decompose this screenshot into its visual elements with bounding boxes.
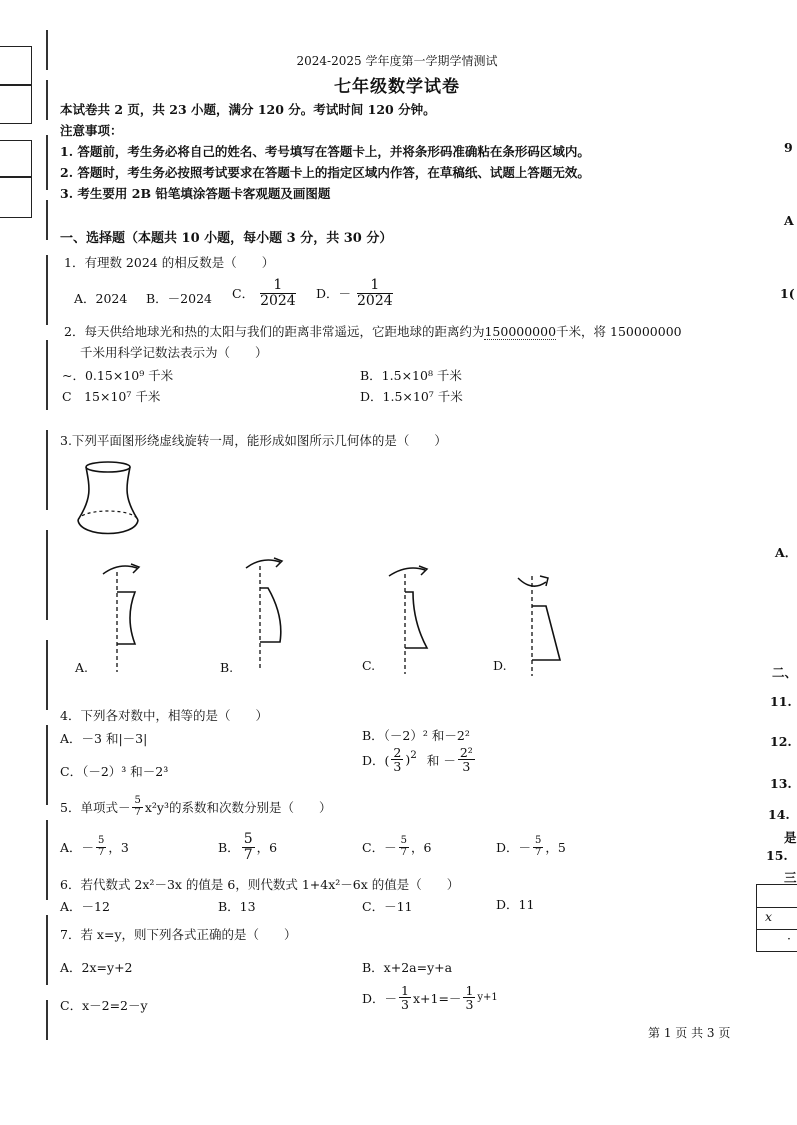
right-edge-mark: 三 — [784, 870, 797, 885]
binding-line — [46, 640, 48, 710]
q7-option-b: B．x+2a=y+a — [362, 960, 453, 975]
question-6-stem: 6．若代数式 2x²－3x 的值是 6，则代数式 1+4x²－6x 的值是（ ） — [60, 877, 460, 892]
exam-intro: 本试卷共 2 页，共 23 小题，满分 120 分。考试时间 120 分钟。 — [60, 102, 436, 117]
right-edge-mark: 9 — [784, 140, 793, 155]
right-edge-mark: 15. — [766, 848, 788, 863]
q3-option-a: A. — [75, 660, 89, 675]
right-edge-mark: 11. — [770, 694, 792, 709]
section-title: 一、选择题（本题共 10 小题，每小题 3 分，共 30 分） — [60, 231, 393, 246]
q7-option-c: C．x－2=2－y — [60, 998, 148, 1013]
q4-option-d: D．( $\frac{2}{3}$ )$^2$ 和 － $\frac{\text{2²}}{3}$ — [362, 745, 473, 775]
q2-option-d: D．1.5×10⁷ 千米 — [360, 389, 463, 404]
q4-option-a: A．－3 和|－3| — [60, 731, 148, 746]
right-edge-mark: 1( — [780, 286, 795, 301]
binding-line — [46, 1000, 48, 1040]
q2-option-a: ~．0.15×10⁹ 千米 — [62, 368, 174, 383]
q3-figure-d — [512, 564, 572, 679]
question-4-stem: 4．下列各对数中，相等的是（ ） — [60, 708, 268, 723]
q5-option-d: D．－ $\frac{5}{7}$ ，5 — [496, 835, 566, 858]
binding-line — [46, 915, 48, 985]
q6-option-c: C．－11 — [362, 899, 413, 914]
question-1-stem: 1．有理数 2024 的相反数是（ ） — [64, 255, 275, 270]
note-item: 3. 考生要用 2B 铅笔填涂答题卡客观题及画图题 — [60, 186, 331, 201]
binding-line — [46, 340, 48, 410]
q4-option-b: B．（－2）² 和－2² — [362, 728, 470, 743]
binding-line — [46, 255, 48, 325]
q3-figure-c — [383, 562, 443, 677]
q1-option-b: B．－2024 — [146, 291, 212, 306]
q3-option-c: C. — [362, 658, 376, 673]
note-item: 2. 答题时，考生务必按照考试要求在答题卡上的指定区域内作答，在草稿纸、试题上答题无效。 — [60, 165, 590, 180]
notes-title: 注意事项： — [60, 123, 123, 138]
question-7-stem: 7．若 x=y，则下列各式正确的是（ ） — [60, 927, 297, 942]
q7-option-d: D．－ $\frac{1}{3}$ x+1=－ $\frac{1}{3}$ y+1 — [362, 983, 498, 1013]
right-edge-mark: 是 — [784, 830, 797, 845]
q6-option-a: A．－12 — [60, 899, 110, 914]
question-2-stem: 2．每天供给地球光和热的太阳与我们的距离非常遥远，它距地球的距离约为150000000千米，将 150000000 — [64, 324, 682, 339]
exam-title: 七年级数学试卷 — [334, 77, 460, 97]
note-item: 1. 答题前，考生务必将自己的姓名、考号填写在答题卡上，并将条形码准确粘在条形码区域内。 — [60, 144, 590, 159]
q2-option-c: C 15×10⁷ 千米 — [62, 389, 161, 404]
q6-option-b: B．13 — [218, 899, 256, 914]
right-edge-mark: A． — [775, 545, 797, 560]
binding-line — [46, 820, 48, 900]
student-info-box — [0, 176, 32, 218]
q3-option-b: B. — [220, 660, 234, 675]
right-edge-mark: 12. — [770, 734, 792, 749]
right-edge-mark: 二、 — [772, 665, 797, 680]
right-edge-mark: A — [784, 213, 794, 228]
q3-option-d: D. — [493, 658, 507, 673]
right-edge-mark: 13. — [770, 776, 792, 791]
binding-line — [46, 725, 48, 805]
q3-figure-b — [240, 556, 300, 676]
solid-figure — [70, 458, 150, 543]
q1-option-c: C． $\frac{1}{2024}$ — [232, 277, 296, 309]
student-info-box — [0, 140, 32, 178]
binding-line — [46, 530, 48, 620]
q7-option-a: A．2x=y+2 — [60, 960, 133, 975]
q2-option-b: B．1.5×10⁸ 千米 — [360, 368, 462, 383]
q4-option-c: C．（－2）³ 和－2³ — [60, 764, 169, 779]
table-cell: · — [787, 931, 791, 946]
q1-option-a: A．2024 — [74, 291, 128, 306]
binding-line — [46, 200, 48, 240]
q5-option-b: B． $\frac{5}{7}$ ，6 — [218, 831, 278, 863]
q5-option-c: C．－ $\frac{5}{7}$ ，6 — [362, 835, 432, 858]
question-2-stem-line2: 千米用科学记数法表示为（ ） — [80, 345, 268, 360]
q5-option-a: A．－ $\frac{5}{7}$ ，3 — [60, 835, 129, 858]
page-number: 第 1 页 共 3 页 — [648, 1026, 731, 1040]
right-edge-mark: 14. — [768, 807, 790, 822]
binding-line — [46, 430, 48, 510]
q6-option-d: D．11 — [496, 897, 535, 912]
q3-figure-a — [95, 560, 155, 675]
binding-line — [46, 135, 48, 190]
table-cell-x: x — [765, 909, 773, 924]
right-edge-table — [756, 884, 797, 952]
question-3-stem: 3.下列平面图形绕虚线旋转一周，能形成如图所示几何体的是（ ） — [60, 433, 447, 448]
exam-subtitle: 2024-2025 学年度第一学期学情测试 — [296, 54, 498, 68]
q1-option-d: D．－ $\frac{1}{2024}$ — [316, 277, 393, 309]
question-5-stem: 5．单项式－ $\frac{5}{7}$ x²y³的系数和次数分别是（ ） — [60, 795, 332, 818]
